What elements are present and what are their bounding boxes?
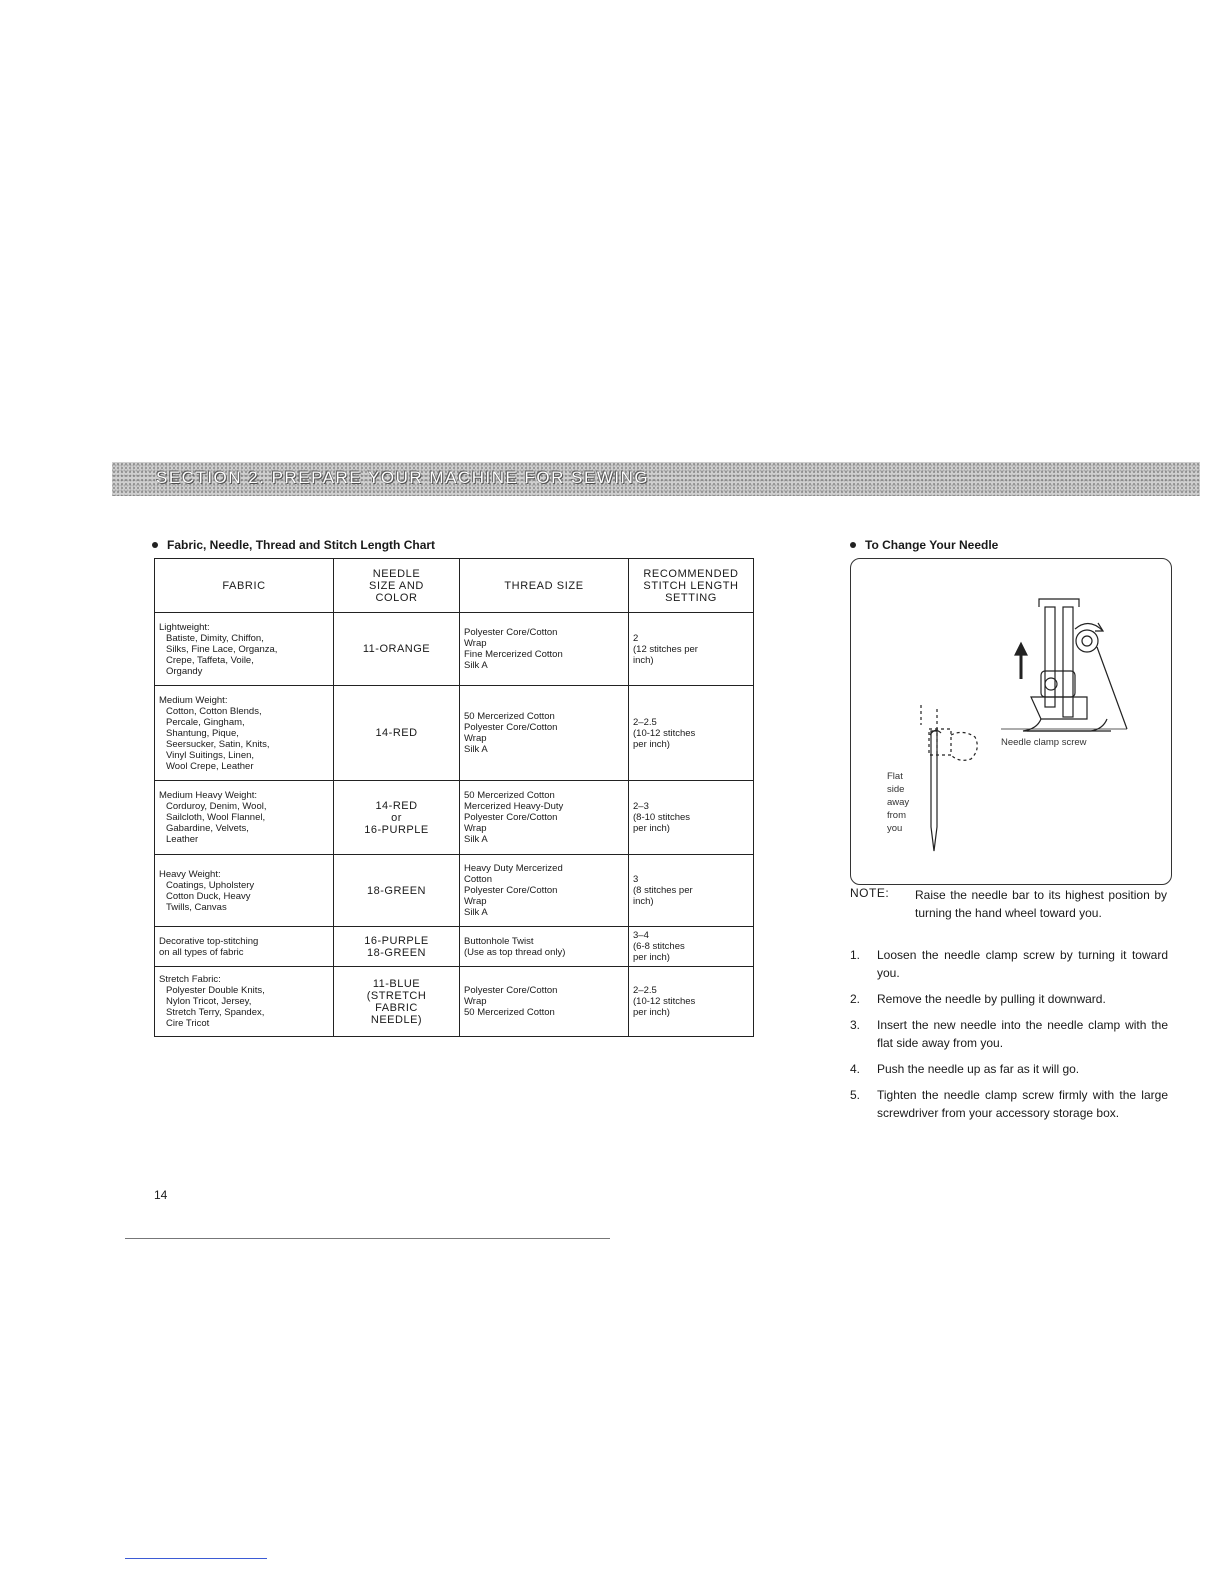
divider	[125, 1238, 610, 1239]
fabric-cell	[155, 855, 334, 927]
thread-cell: Heavy Duty Mercerized Cotton Polyester Core/Cotton Wrap Silk A	[460, 855, 629, 927]
thread-cell: Polyester Core/Cotton Wrap 50 Mercerized Cotton	[460, 967, 629, 1037]
step-text: Insert the new needle into the needle clamp with the flat side away from you.	[877, 1018, 1168, 1050]
fabric-cell	[155, 613, 334, 686]
thread-cell: Buttonhole Twist (Use as top thread only)	[460, 927, 629, 967]
section-title: SECTION 2. PREPARE YOUR MACHINE FOR SEWING	[156, 468, 650, 487]
header-stitch: RECOMMENDED STITCH LENGTH SETTING	[629, 559, 754, 613]
fabric-title: Medium Weight:	[159, 694, 228, 706]
step-text: Loosen the needle clamp screw by turning it toward you.	[877, 948, 1168, 980]
list-item	[850, 1086, 1168, 1122]
flat-label-line: side	[887, 784, 905, 795]
stitch-cell: 2–2.5 (10-12 stitches per inch)	[629, 686, 754, 781]
thread-cell: 50 Mercerized Cotton Polyester Core/Cotton Wrap Silk A	[460, 686, 629, 781]
bullet-icon	[850, 542, 856, 548]
fabric-title: Decorative top-stitching on all types of fabric	[159, 935, 259, 958]
needle-change-figure	[850, 558, 1172, 885]
fabric-items: Polyester Double Knits, Nylon Tricot, Jersey, Stretch Terry, Spandex, Cire Tricot	[166, 985, 265, 1029]
table-row	[155, 967, 754, 1037]
list-item	[850, 1060, 1168, 1078]
needle-cell: 14-RED	[334, 686, 460, 781]
flat-label-line: you	[887, 823, 903, 834]
step-number: 5.	[850, 1088, 861, 1102]
fabric-title: Stretch Fabric:	[159, 974, 221, 985]
flat-label-line: Flat	[887, 771, 903, 782]
divider	[125, 1558, 267, 1559]
note-label: NOTE:	[850, 886, 890, 900]
step-number: 2.	[850, 992, 861, 1006]
stitch-cell: 2 (12 stitches per inch)	[629, 613, 754, 686]
fabric-title: Medium Heavy Weight:	[159, 790, 258, 801]
fabric-cell	[155, 967, 334, 1037]
thread-cell: Polyester Core/Cotton Wrap Fine Mercerized Cotton Silk A	[460, 613, 629, 686]
fabric-cell	[155, 781, 334, 855]
stitch-cell: 3–4 (6-8 stitches per inch)	[629, 927, 754, 967]
step-number: 1.	[850, 948, 861, 962]
fabric-items: Corduroy, Denim, Wool, Sailcloth, Wool Flannel, Gabardine, Velvets, Leather	[166, 801, 267, 845]
chart-heading	[152, 538, 435, 552]
table-row	[155, 855, 754, 927]
fabric-cell	[155, 927, 334, 967]
stitch-cell: 2–3 (8-10 stitches per inch)	[629, 781, 754, 855]
needle-cell: 11-ORANGE	[334, 613, 460, 686]
header-needle: NEEDLE SIZE AND COLOR	[334, 559, 460, 613]
fabric-needle-thread-chart	[154, 558, 754, 1037]
table-row	[155, 781, 754, 855]
list-item	[850, 990, 1168, 1008]
needle-cell: 14-RED or 16-PURPLE	[334, 781, 460, 855]
flat-label-line: away	[887, 797, 910, 808]
needle-change-steps	[850, 946, 1168, 1130]
list-item	[850, 1016, 1168, 1052]
header-fabric: FABRIC	[155, 559, 334, 613]
flat-label-line: from	[887, 810, 906, 821]
note-text: Raise the needle bar to its highest position by turning the hand wheel toward you.	[915, 888, 1167, 920]
needle-cell: 18-GREEN	[334, 855, 460, 927]
needle-cell: 16-PURPLE 18-GREEN	[334, 927, 460, 967]
chart-heading-text: Fabric, Needle, Thread and Stitch Length Chart	[167, 538, 436, 552]
table-row	[155, 927, 754, 967]
fabric-title: Heavy Weight:	[159, 868, 221, 880]
chart-header-row	[155, 559, 754, 613]
fabric-items: Batiste, Dimity, Chiffon, Silks, Fine Lace, Organza, Crepe, Taffeta, Voile, Organdy	[166, 632, 278, 677]
header-thread: THREAD SIZE	[460, 559, 629, 613]
fabric-title: Lightweight:	[159, 621, 210, 633]
step-text: Remove the needle by pulling it downward.	[877, 992, 1106, 1006]
table-row	[155, 686, 754, 781]
stitch-cell: 2–2.5 (10-12 stitches per inch)	[629, 967, 754, 1037]
needle-cell: 11-BLUE (STRETCH FABRIC NEEDLE)	[334, 967, 460, 1037]
thread-cell: 50 Mercerized Cotton Mercerized Heavy-Duty Polyester Core/Cotton Wrap Silk A	[460, 781, 629, 855]
step-number: 3.	[850, 1018, 861, 1032]
step-number: 4.	[850, 1062, 861, 1076]
stitch-cell: 3 (8 stitches per inch)	[629, 855, 754, 927]
step-text: Tighten the needle clamp screw firmly with the large screwdriver from your accessory storage box.	[877, 1088, 1168, 1120]
section-banner	[112, 462, 1200, 496]
fabric-cell	[155, 686, 334, 781]
page-number: 14	[154, 1188, 168, 1202]
needle-heading	[850, 538, 998, 552]
needle-clamp-illustration	[851, 559, 1171, 884]
bullet-icon	[152, 542, 158, 548]
list-item	[850, 946, 1168, 982]
fabric-items: Cotton, Cotton Blends, Percale, Gingham, Shantung, Pique, Seersucker, Satin, Knits, Vinyl Suitings, Linen, Wool Crepe, Leather	[166, 705, 270, 772]
needle-heading-text: To Change Your Needle	[865, 538, 999, 552]
flat-side-label	[887, 771, 909, 834]
table-row	[155, 613, 754, 686]
presser-foot-drawing	[921, 599, 1127, 851]
fabric-items: Coatings, Upholstery Cotton Duck, Heavy Twills, Canvas	[166, 879, 255, 913]
step-text: Push the needle up as far as it will go.	[877, 1062, 1080, 1076]
needle-clamp-screw-label: Needle clamp screw	[1001, 737, 1087, 748]
